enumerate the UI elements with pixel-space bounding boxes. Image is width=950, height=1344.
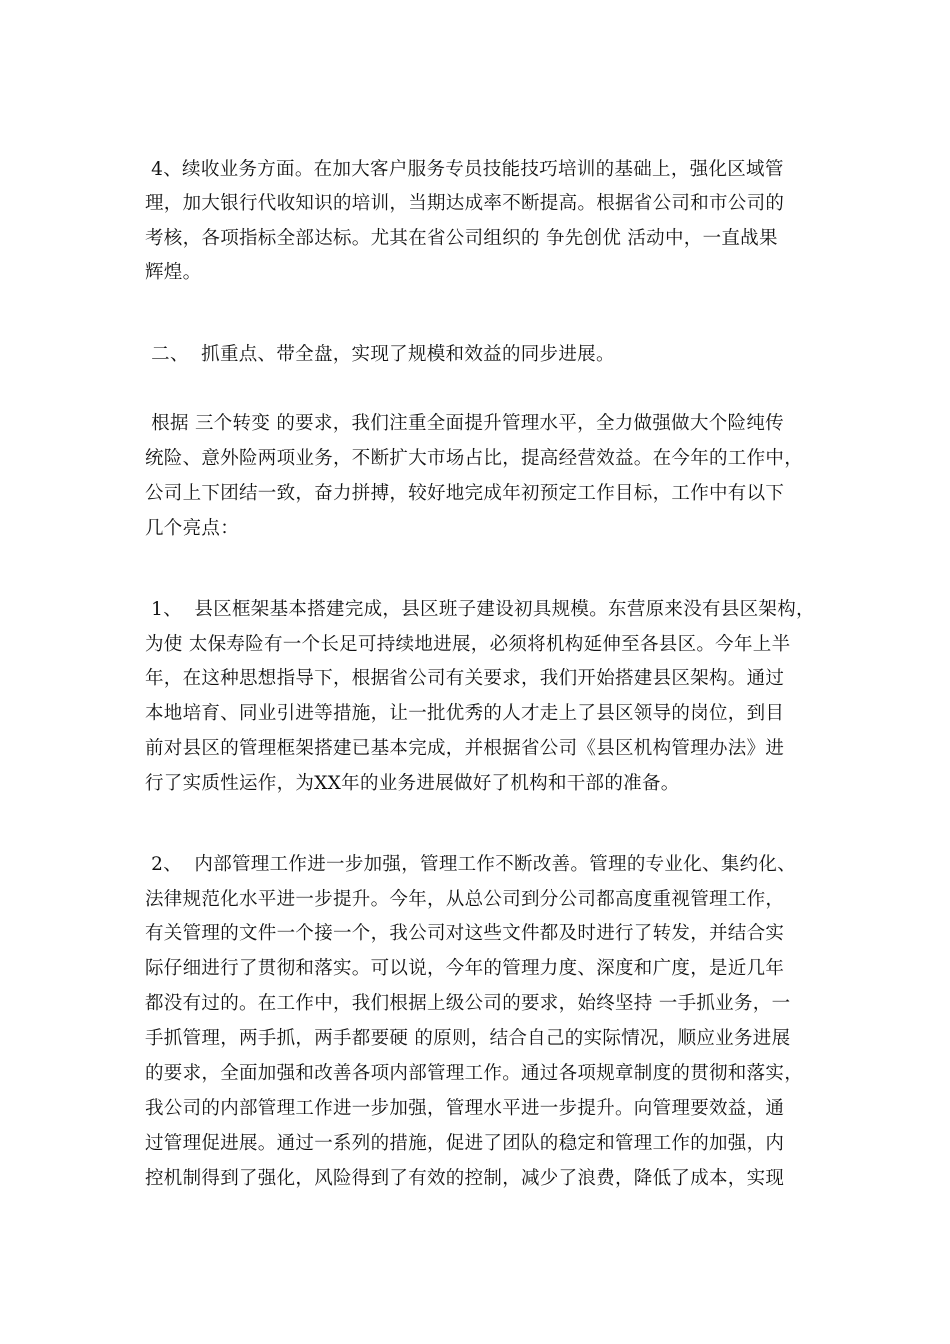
- paragraph-4-line-5: 前对县区的管理框架搭建已基本完成，并根据省公司《县区机构管理办法》进: [145, 738, 785, 759]
- paragraph-4-line-2: 为使 太保寿险有一个长足可持续地进展，必须将机构延伸至各县区。今年上半: [145, 634, 791, 655]
- paragraph-4-line-3: 年，在这种思想指导下，根据省公司有关要求，我们开始搭建县区架构。通过: [145, 668, 785, 689]
- paragraph-5-line-5: 都没有过的。在工作中，我们根据上级公司的要求，始终坚持 一手抓业务，一: [145, 993, 791, 1014]
- paragraph-3-line-1: 根据 三个转变 的要求，我们注重全面提升管理水平，全力做强做大个险纯传: [145, 413, 784, 434]
- paragraph-5-line-10: 控机制得到了强化，风险得到了有效的控制，减少了浪费，降低了成本，实现: [145, 1168, 785, 1189]
- paragraph-5-line-3: 有关管理的文件一个接一个，我公司对这些文件都及时进行了转发，并结合实: [145, 923, 785, 944]
- paragraph-5-line-1: 2、 内部管理工作进一步加强，管理工作不断改善。管理的专业化、集约化、: [145, 854, 797, 875]
- paragraph-5-line-7: 的要求，全面加强和改善各项内部管理工作。通过各项规章制度的贯彻和落实，: [145, 1063, 804, 1084]
- paragraph-5-line-9: 过管理促进展。通过一系列的措施，促进了团队的稳定和管理工作的加强，内: [145, 1133, 785, 1154]
- paragraph-1-line-2: 理，加大银行代收知识的培训，当期达成率不断提高。根据省公司和市公司的: [145, 193, 785, 214]
- paragraph-1-line-4: 辉煌。: [145, 262, 202, 283]
- paragraph-4-line-4: 本地培育、同业引进等措施，让一批优秀的人才走上了县区领导的岗位，到目: [145, 703, 785, 724]
- section-heading: 二、 抓重点、带全盘，实现了规模和效益的同步进展。: [145, 344, 615, 365]
- paragraph-3-line-3: 公司上下团结一致，奋力拼搏，较好地完成年初预定工作目标，工作中有以下: [145, 483, 785, 504]
- paragraph-4-line-1: 1、 县区框架基本搭建完成，县区班子建设初具规模。东营原来没有县区架构，: [145, 599, 815, 620]
- paragraph-5-line-4: 际仔细进行了贯彻和落实。可以说，今年的管理力度、深度和广度，是近几年: [145, 958, 785, 979]
- paragraph-5-line-8: 我公司的内部管理工作进一步加强，管理水平进一步提升。向管理要效益，通: [145, 1098, 785, 1119]
- paragraph-3-line-4: 几个亮点：: [145, 518, 240, 539]
- paragraph-5-line-6: 手抓管理，两手抓，两手都要硬 的原则，结合自己的实际情况，顺应业务进展: [145, 1028, 791, 1049]
- paragraph-5-line-2: 法律规范化水平进一步提升。今年，从总公司到分公司都高度重视管理工作，: [145, 889, 785, 910]
- paragraph-3-line-2: 统险、意外险两项业务，不断扩大市场占比，提高经营效益。在今年的工作中，: [145, 448, 804, 469]
- paragraph-4-line-6: 行了实质性运作，为XX年的业务进展做好了机构和干部的准备。: [145, 773, 680, 794]
- paragraph-1-line-3: 考核，各项指标全部达标。尤其在省公司组织的 争先创优 活动中，一直战果: [145, 228, 778, 249]
- paragraph-1-line-1: 4、续收业务方面。在加大客户服务专员技能技巧培训的基础上，强化区域管: [145, 159, 784, 180]
